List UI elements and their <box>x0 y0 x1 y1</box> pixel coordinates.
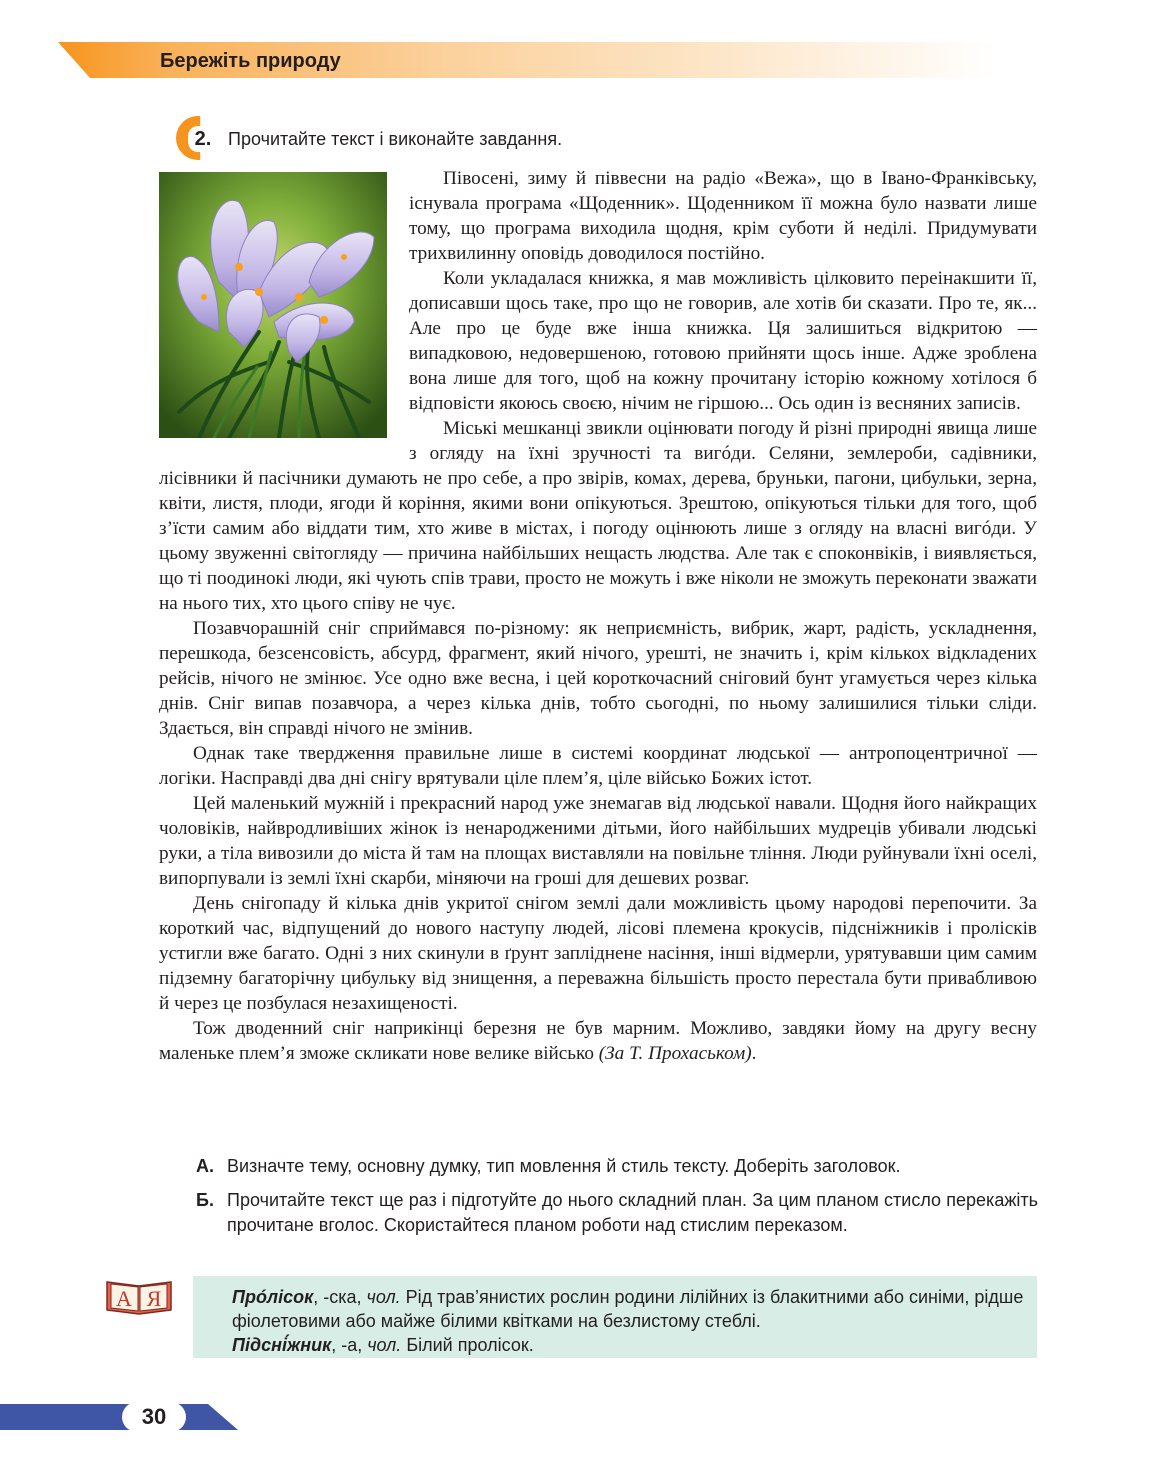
dict-pos: чол. <box>367 1335 402 1355</box>
dict-grammar: , -ска, <box>313 1287 367 1307</box>
subtasks-list <box>196 1154 1038 1247</box>
subtask-text: Визначте тему, основну думку, тип мовлення й стиль тексту. Доберіть заголовок. <box>227 1156 901 1176</box>
paragraph-7: День снігопаду й кілька днів укритої снігом землі дали можливість цьому народові перепочити. За короткий час, відпущений до нового наступу людей, лісові племена крокусів, підсніжників і пролісків устигли вже багато. Одні з них скинули в ґрунт запліднене насіння, інші відмерли, урятувавши цим самим підземну багаторічну цибульку від знищення, а переважна більшість просто перестала бути привабливою й через це позбулася незахищеності. <box>159 893 1037 1014</box>
dictionary-book-icon <box>104 1278 174 1316</box>
dict-term: Прóлісок <box>232 1287 314 1307</box>
dict-pos: чол. <box>366 1287 401 1307</box>
dictionary-content <box>232 1285 1032 1357</box>
paragraph-1: Півосені, зиму й піввесни на радіо «Вежа», що в Івано-Франківську, існувала програма «Щоденник». Щоденником її можна було назвати лише тому, що програма виходила щодня, крім суботи й неділі. Придумувати трихвилинну оповідь доводилося постійно. <box>409 168 1037 264</box>
paragraph-4: Позавчорашній сніг сприймався по-різному: як неприємність, вибрик, жарт, радість, ускладнення, перешкода, безсенсовість, абсурд, фрагмент, який нічого, урешті, не значить і, крім кількох відкладених рейсів, нічого не змінює. Усе одно вже весна, і цей короткочасний сніговий бунт угамується через кілька днів. Сніг випав позавчора, а через кілька днів, тобто сьогодні, по ньому залишилися тільки сліди. Здається, він справді нічого не змінив. <box>159 618 1037 739</box>
task-instruction: Прочитайте текст і виконайте завдання. <box>228 129 563 149</box>
last-paragraph-text: Тож дводенний сніг наприкінці березня не був марним. Можливо, завдяки йому на другу весну маленьке плем’я зможе скликати нове велике військо <box>159 1018 1037 1064</box>
dict-definition: Рід трав’янистих рослин родини лілійних із блакитними або синіми, рідше фіолетовими або майже білими квітками на безлистому стеблі. <box>232 1287 1024 1331</box>
paragraph-3: Міські мешканці звикли оцінювати погоду й різні природні явища лише з огляду на їхні зручності та вигóди. Селяни, землероби, садівники, лісівники й пасічники думають не про себе, а про звірів, комах, дерева, бруньки, пагони, цибульки, зерна, квіти, листя, плоди, ягоди й коріння, якими вони опікуються. Зрештою, опікуються тільки для того, щоб з’їсти самим або віддати тим, хто живе в містах, і погоду оцінюють лише з огляду на власні вигóди. У цьому звуженні світогляду — причина найбільших нещасть людства. Але так є споконвіків, і виявляється, що ті поодинокі люди, які чують спів трави, просто не можуть і вже ніколи не зможуть переконати зважати на нього тих, хто цього співу не чує. <box>159 418 1037 614</box>
image-spacer <box>159 166 409 442</box>
text-source: (За Т. Прохаськом) <box>598 1043 752 1064</box>
reading-text <box>159 166 1037 1066</box>
paragraph-6: Цей маленький мужній і прекрасний народ уже знемагав від людської навали. Щодня його найкращих чоловіків, найвродливіших жінок із ненародженими дітьми, його найбільших мудреців убивали людські руки, а тіла вивозили до міста й там на площах виставляли на повільне тління. Люди руйнували їхні оселі, випорпували із землі їхні скарби, міняючи на гроші для дешевих розваг. <box>159 793 1037 889</box>
paragraph-2: Коли укладалася книжка, я мав можливість цілковито переінакшити її, дописавши щось таке, про що не говорив, але хотів би сказати. Про те, як... Але про це буде вже інша книжка. Ця залишиться відкритою — випадковою, недовершеною, готовою прийняти щось інше. Адже зроблена вона лише для того, щоб на кожну прочитану історію кожному хотілося б відповісти якоюсь своєю, нічим не гіршою... Ось один із весняних записів. <box>409 268 1037 414</box>
subtask-letter: Б. <box>196 1190 214 1210</box>
last-paragraph-end: . <box>751 1043 757 1064</box>
subtask-letter: А. <box>196 1156 214 1176</box>
dict-icon-letter-ya: Я <box>146 1286 162 1311</box>
paragraph-8 <box>159 1016 1037 1066</box>
page-number: 30 <box>122 1402 186 1432</box>
dict-grammar: , -а, <box>331 1335 368 1355</box>
dict-term: Підсні́жник <box>232 1335 332 1355</box>
subtask-b <box>196 1188 1038 1238</box>
task-number-badge <box>176 116 220 160</box>
subtask-text: Прочитайте текст ще раз і підготуйте до нього складний план. За цим планом стисло перекажіть прочитане вголос. Скористайтеся планом роботи над стислим переказом. <box>227 1190 1038 1235</box>
paragraph-5: Однак таке твердження правильне лише в системі координат людської — антропоцентричної — логіки. Насправді два дні снігу врятували ціле плем’я, ціле військо Божих істот. <box>159 743 1037 789</box>
section-title: Бережіть природу <box>160 50 341 72</box>
subtask-a <box>196 1154 1038 1179</box>
footer-bar <box>0 1402 238 1432</box>
dict-entry-prolisok <box>232 1285 1032 1333</box>
dict-entry-pidsnizhnyk <box>232 1333 1032 1357</box>
dict-icon-letter-a: А <box>116 1286 132 1311</box>
dict-definition: Білий пролісок. <box>401 1335 534 1355</box>
task-number: 2. <box>188 126 218 152</box>
